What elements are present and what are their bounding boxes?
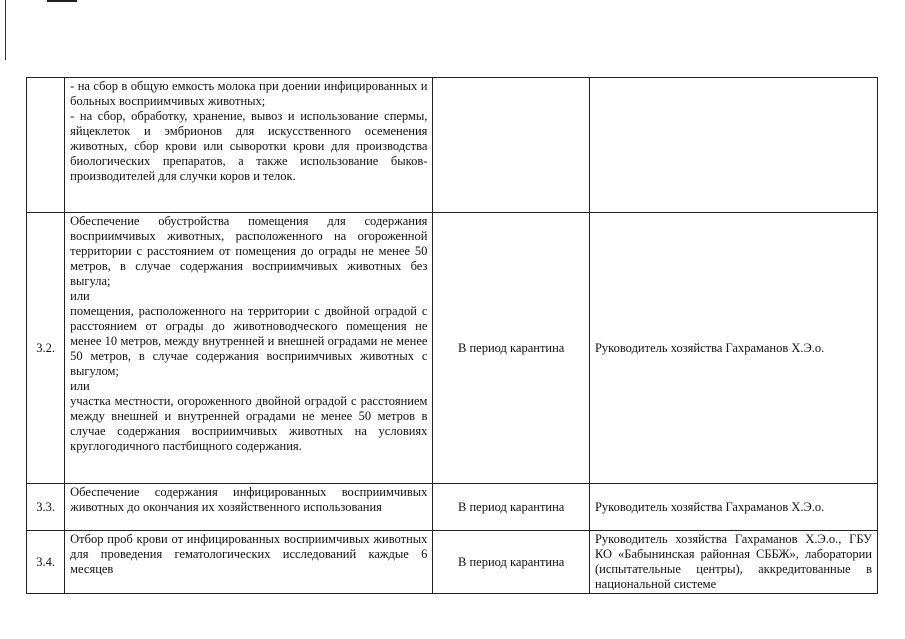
measure-line: Отбор проб крови от инфицированных восприимчивых животных для проведения гематологических исследований каждые 6 месяцев (70, 532, 428, 576)
row-number: 3.3. (27, 484, 65, 531)
period-cell: В период карантина (433, 531, 590, 594)
table-row (27, 213, 878, 484)
period-cell: В период карантина (433, 484, 590, 531)
row-number: 3.4. (27, 531, 65, 594)
table-row (27, 484, 878, 531)
measure-text (65, 78, 433, 213)
measure-line: или (70, 289, 90, 303)
measures-table (26, 77, 878, 594)
measure-line: или (70, 379, 90, 393)
measure-line: - на сбор в общую емкость молока при доении инфицированных и больных восприимчивых животных; (70, 79, 428, 108)
table-row (27, 531, 878, 594)
page-top-mark (47, 0, 77, 2)
row-number (27, 78, 65, 213)
period-cell (433, 78, 590, 213)
measure-line: - на сбор, обработку, хранение, вывоз и использование спермы, яйцеклеток и эмбрионов для искусственного осеменения животных, сбор крови или сыворотки крови для производства биологических препаратов, а также использование быков-производителей для случки коров и телок. (70, 109, 428, 183)
row-number: 3.2. (27, 213, 65, 484)
responsible-cell: Руководитель хозяйства Гахраманов Х.Э.о., ГБУ КО «Бабынинская районная СББЖ», лаборатории (испытательные центры), аккредитованные в национальной системе (589, 531, 877, 594)
measure-line: Обеспечение содержания инфицированных восприимчивых животных до окончания их хозяйственного использования (70, 485, 428, 514)
scan-edge-line (5, 0, 6, 60)
measure-text (65, 213, 433, 484)
responsible-cell (589, 78, 877, 213)
measure-text (65, 531, 433, 594)
period-cell: В период карантина (433, 213, 590, 484)
measure-line: помещения, расположенного на территории с двойной оградой с расстоянием от ограды до животноводческого помещения не менее 10 метров, между внутренней и внешней оградами не менее 50 метров, в случае содержания восприимчивых животных с выгулом; (70, 304, 428, 378)
measure-line: Обеспечение обустройства помещения для содержания восприимчивых животных, расположенного на огороженной территории с расстоянием от помещения до ограды не менее 50 метров, в случае содержания восприимчивых животных без выгула; (70, 214, 428, 288)
measure-line: участка местности, огороженного двойной оградой с расстоянием между внешней и внутренней оградами не менее 50 метров в случае содержания восприимчивых животных на условиях круглогодичного пастбищного содержания. (70, 394, 428, 453)
responsible-cell: Руководитель хозяйства Гахраманов Х.Э.о. (589, 213, 877, 484)
table-row (27, 78, 878, 213)
responsible-cell: Руководитель хозяйства Гахраманов Х.Э.о. (589, 484, 877, 531)
measure-text (65, 484, 433, 531)
